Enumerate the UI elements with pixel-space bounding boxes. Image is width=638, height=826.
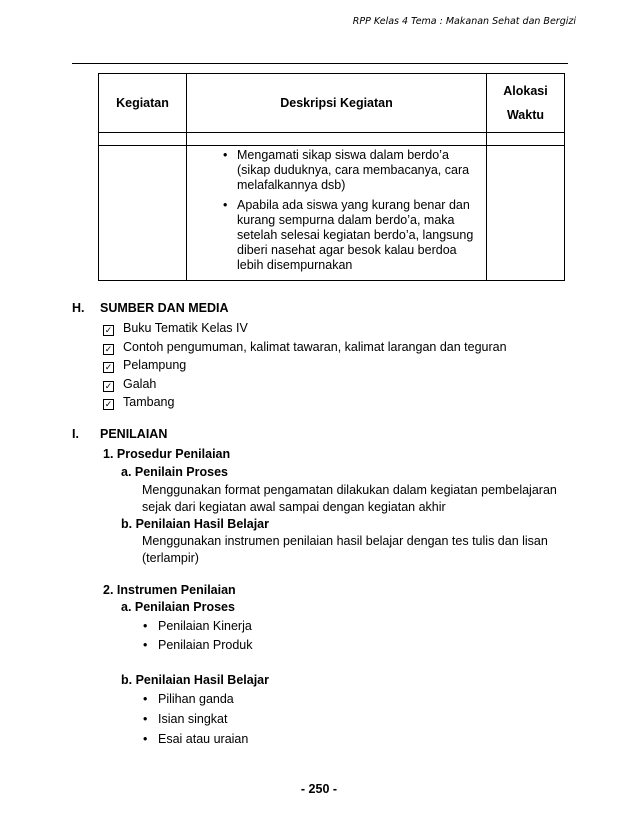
list-item: • Apabila ada siswa yang kurang benar dan kurang sempurna dalam berdo’a, maka setelah selesai kegiatan berdo’a, langsung diberi nasehat agar besok kalau berdoa lebih disempurnakan [237,198,476,273]
list-item: ✓ Buku Tematik Kelas IV [104,321,248,335]
list-item: ✓ Galah [104,376,157,391]
prosedur-heading: 1. Prosedur Penilaian [103,447,231,461]
checkbox-icon: ✓ [104,362,113,372]
checkbox-icon: ✓ [104,399,113,409]
table-row [99,133,565,146]
checkbox-icon: ✓ [104,380,113,391]
instrumen-b-heading: b. Penilaian Hasil Belajar [121,673,269,687]
table-cell-alokasi [487,146,565,281]
table-row [99,146,565,281]
header-divider [72,63,568,64]
section-i-letter: I. [72,427,79,441]
instrumen-a-heading: a. Penilaian Proses [121,600,235,614]
prosedur-b-text: Menggunakan instrumen penilaian hasil belajar dengan tes tulis dan lisan (terlampir) [142,534,548,565]
list-item: • Esai atau uraian [143,732,249,746]
prosedur-a-text: Menggunakan format pengamatan dilakukan dalam kegiatan pembelajaran sejak dari kegiatan awal sampai dengan kegiatan akhir [142,483,557,514]
list-item: • Isian singkat [143,712,228,726]
header-kegiatan: Kegiatan [99,74,187,133]
header-alokasi-waktu [487,74,565,133]
header-deskripsi: Deskripsi Kegiatan [187,74,487,133]
section-i-title: PENILAIAN [100,427,168,441]
list-item: • Penilaian Kinerja [143,619,252,633]
instrumen-heading: 2. Instrumen Penilaian [103,583,236,597]
section-h-title: SUMBER DAN MEDIA [100,301,229,315]
description-bullet-list [187,146,486,280]
bullet-icon: • [143,732,148,746]
list-item: ✓ Contoh pengumuman, kalimat tawaran, kalimat larangan dan teguran [104,339,507,354]
list-item: ✓ Tambang [104,395,175,409]
list-item: • Pilihan ganda [143,692,234,706]
table-header-row [99,74,565,133]
list-item: • Mengamati sikap siswa dalam berdo’a (sikap duduknya, cara membacanya, cara melafalkannya dsb) [237,148,476,193]
media-checklist [103,319,507,412]
table-cell-deskripsi [187,146,487,281]
section-h-letter: H. [72,301,85,315]
page-number: - 250 - [300,782,338,796]
prosedur-a-heading: a. Penilain Proses [121,465,228,479]
list-item: ✓ Pelampung [104,358,187,372]
activity-table [98,73,565,281]
bullet-icon: • [143,619,148,633]
table-cell-kegiatan [99,146,187,281]
header-alokasi: Alokasi [503,84,548,98]
checkbox-icon: ✓ [104,325,113,335]
header-waktu: Waktu [506,108,545,122]
checkbox-icon: ✓ [104,343,113,354]
bullet-icon: • [143,692,148,706]
running-header: RPP Kelas 4 Tema : Makanan Sehat dan Bergizi [352,16,576,27]
list-item: • Penilaian Produk [143,638,253,652]
prosedur-b-heading: b. Penilaian Hasil Belajar [121,517,269,531]
bullet-icon: • [143,712,148,726]
bullet-icon: • [143,638,148,652]
